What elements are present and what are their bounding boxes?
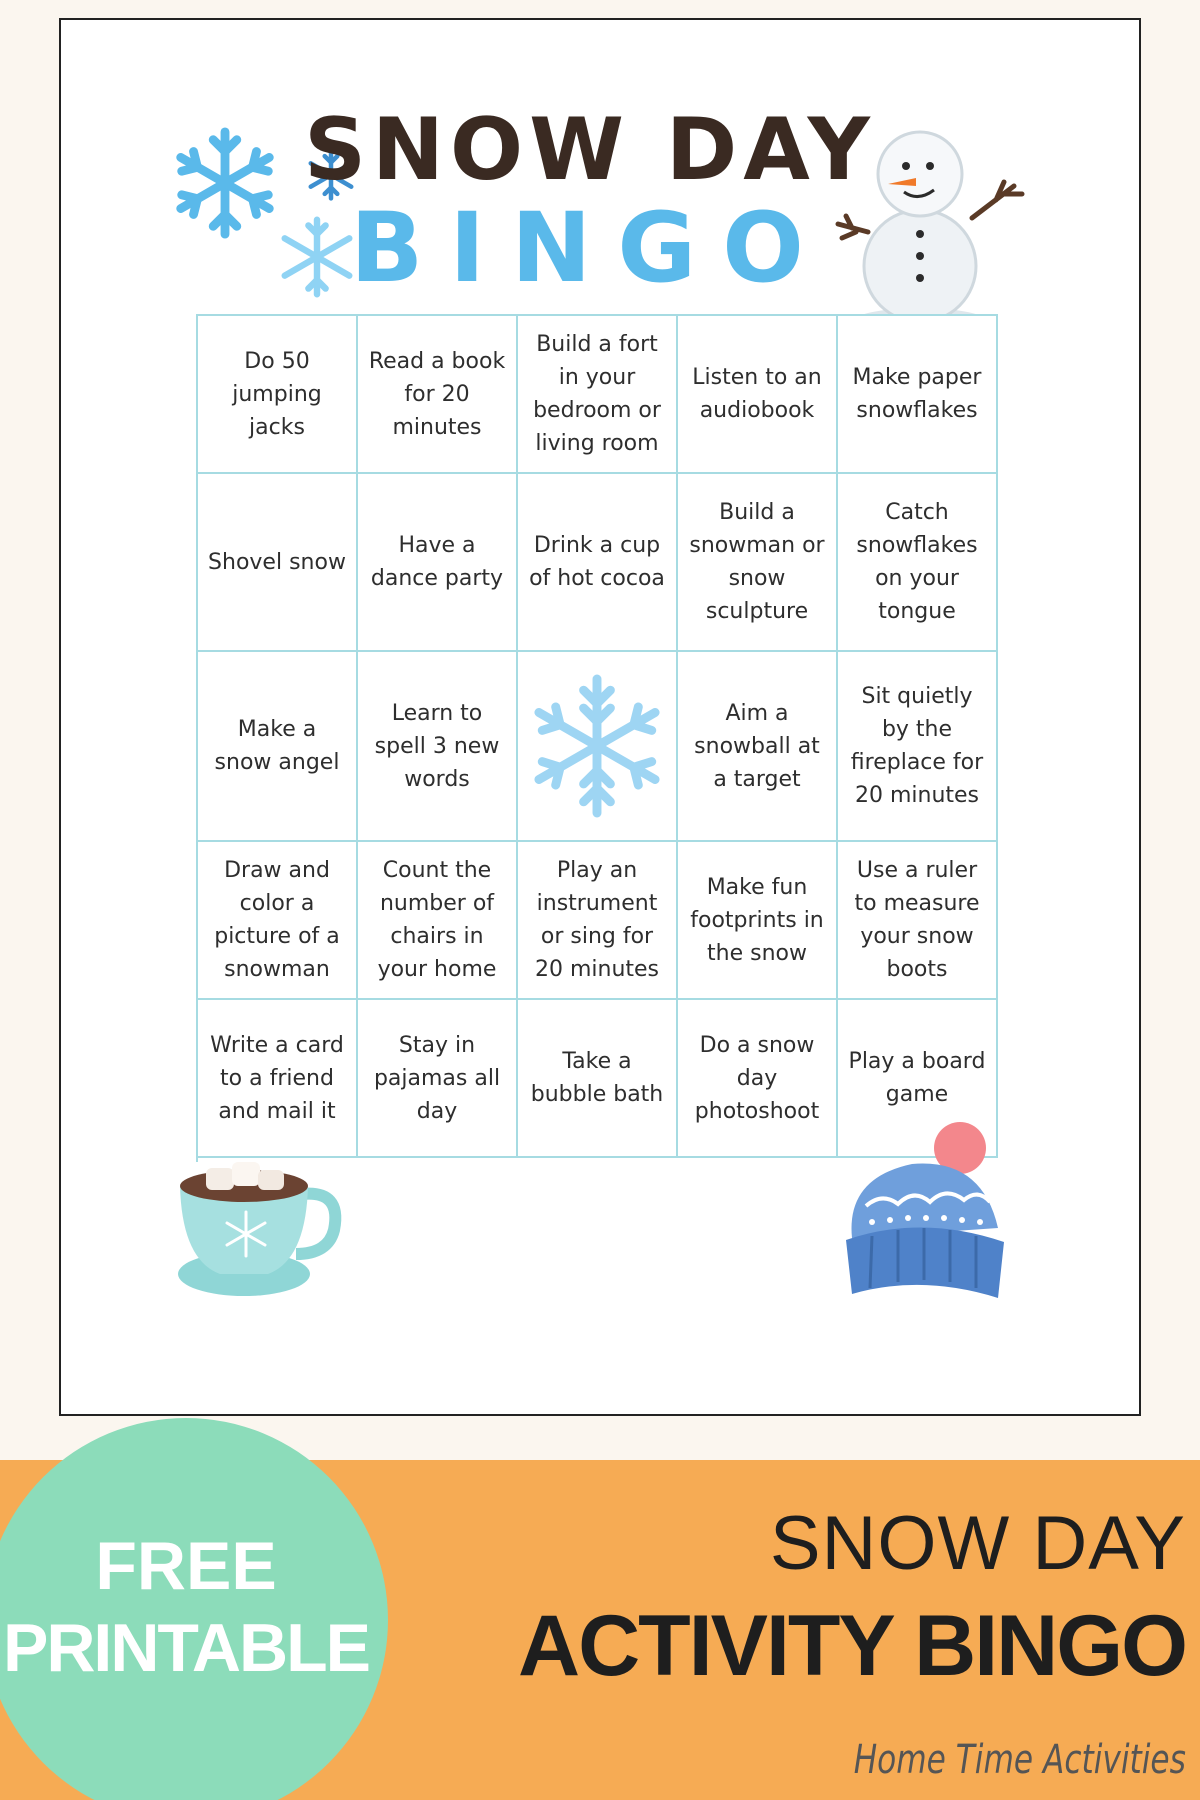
bingo-cell[interactable]: Learn to spell 3 new words [358,652,518,842]
bingo-cell[interactable]: Play an instrument or sing for 20 minutes [518,842,678,1000]
brand-name: Home Time Activities [853,1737,1186,1783]
banner-headline-line2: ACTIVITY BINGO [517,1598,1186,1694]
bingo-cell[interactable]: Play a board game [838,1000,998,1158]
bingo-cell[interactable]: Do 50 jumping jacks [198,316,358,474]
bingo-cell[interactable]: Do a snow day photoshoot [678,1000,838,1158]
winter-hat-icon [842,1118,1010,1304]
free-space-cell[interactable] [518,652,678,842]
bingo-cell[interactable]: Have a dance party [358,474,518,652]
bingo-cell[interactable]: Read a book for 20 minutes [358,316,518,474]
bingo-grid [196,314,998,1162]
hot-cocoa-icon [172,1150,346,1304]
bingo-cell[interactable]: Listen to an audiobook [678,316,838,474]
badge-text-printable: PRINTABLE [2,1610,370,1686]
bingo-cell[interactable]: Draw and color a picture of a snowman [198,842,358,1000]
page-subtitle: BINGO [350,192,830,304]
bingo-cell[interactable]: Build a fort in your bedroom or living room [518,316,678,474]
bingo-cell[interactable]: Build a snowman or snow sculpture [678,474,838,652]
bingo-cell[interactable]: Make a snow angel [198,652,358,842]
bingo-cell[interactable]: Drink a cup of hot cocoa [518,474,678,652]
page-title: SNOW DAY [304,100,876,200]
bingo-cell[interactable]: Shovel snow [198,474,358,652]
snowflake-icon [530,671,664,821]
bingo-cell[interactable]: Make paper snowflakes [838,316,998,474]
bingo-cell[interactable]: Count the number of chairs in your home [358,842,518,1000]
bingo-cell[interactable]: Use a ruler to measure your snow boots [838,842,998,1000]
bingo-cell[interactable]: Sit quietly by the fireplace for 20 minutes [838,652,998,842]
banner-headline-line1: SNOW DAY [769,1501,1186,1586]
snowflake-icon [166,124,284,242]
bingo-cell[interactable]: Make fun footprints in the snow [678,842,838,1000]
bingo-cell[interactable]: Catch snowflakes on your tongue [838,474,998,652]
bingo-cell[interactable]: Aim a snowball at a target [678,652,838,842]
bingo-cell[interactable]: Stay in pajamas all day [358,1000,518,1158]
bingo-cell[interactable]: Write a card to a friend and mail it [198,1000,358,1158]
badge-text-free: FREE [95,1528,277,1604]
bingo-cell[interactable]: Take a bubble bath [518,1000,678,1158]
